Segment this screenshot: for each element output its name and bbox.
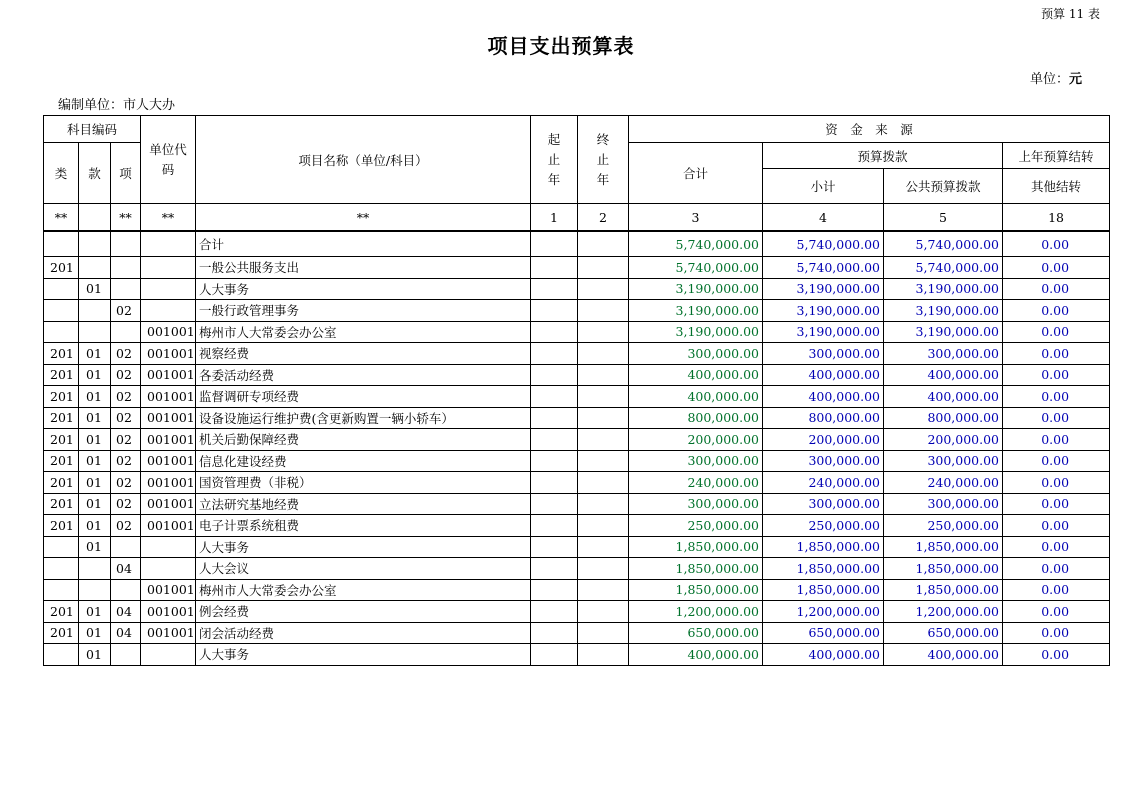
amount-other: 0.00 — [1003, 622, 1110, 644]
start-year — [531, 450, 578, 472]
code-xiang — [111, 232, 141, 257]
amount-subtotal: 5,740,000.00 — [763, 257, 884, 279]
code-lei — [44, 300, 79, 322]
code-unit: 001001 — [141, 429, 196, 451]
amount-other: 0.00 — [1003, 515, 1110, 537]
amount-subtotal: 300,000.00 — [763, 450, 884, 472]
table-row — [44, 493, 1110, 515]
amount-total: 1,850,000.00 — [629, 579, 763, 601]
code-lei — [44, 644, 79, 666]
amount-other: 0.00 — [1003, 429, 1110, 451]
amount-total: 240,000.00 — [629, 472, 763, 494]
end-year — [578, 386, 629, 408]
item-name: 国资管理费（非税） — [196, 472, 531, 494]
header-subject-code: 科目编码 — [44, 116, 141, 143]
table-row — [44, 536, 1110, 558]
amount-other: 0.00 — [1003, 644, 1110, 666]
amount-public: 5,740,000.00 — [884, 232, 1003, 257]
amount-total: 300,000.00 — [629, 450, 763, 472]
item-name: 闭会活动经费 — [196, 622, 531, 644]
number-cell: ** — [44, 204, 79, 231]
amount-total: 3,190,000.00 — [629, 278, 763, 300]
item-name: 视察经费 — [196, 343, 531, 365]
code-unit — [141, 278, 196, 300]
code-unit: 001001 — [141, 450, 196, 472]
start-year — [531, 472, 578, 494]
code-kuan — [79, 579, 111, 601]
start-year — [531, 257, 578, 279]
code-kuan: 01 — [79, 278, 111, 300]
table-row — [44, 579, 1110, 601]
code-lei: 201 — [44, 429, 79, 451]
table-row — [44, 601, 1110, 623]
amount-public: 3,190,000.00 — [884, 300, 1003, 322]
start-year — [531, 429, 578, 451]
code-lei: 201 — [44, 386, 79, 408]
code-xiang: 02 — [111, 386, 141, 408]
code-lei — [44, 579, 79, 601]
header-public-alloc: 公共预算拨款 — [884, 169, 1003, 204]
amount-other: 0.00 — [1003, 257, 1110, 279]
amount-public: 5,740,000.00 — [884, 257, 1003, 279]
code-kuan: 01 — [79, 493, 111, 515]
table-row — [44, 278, 1110, 300]
code-unit — [141, 257, 196, 279]
amount-other: 0.00 — [1003, 232, 1110, 257]
amount-subtotal: 1,200,000.00 — [763, 601, 884, 623]
start-year — [531, 364, 578, 386]
item-name: 监督调研专项经费 — [196, 386, 531, 408]
code-lei: 201 — [44, 343, 79, 365]
start-year — [531, 278, 578, 300]
code-kuan: 01 — [79, 515, 111, 537]
amount-total: 250,000.00 — [629, 515, 763, 537]
end-year — [578, 321, 629, 343]
item-name: 一般行政管理事务 — [196, 300, 531, 322]
amount-total: 300,000.00 — [629, 343, 763, 365]
code-xiang: 04 — [111, 601, 141, 623]
code-kuan: 01 — [79, 536, 111, 558]
end-year — [578, 450, 629, 472]
amount-subtotal: 400,000.00 — [763, 386, 884, 408]
code-lei: 201 — [44, 493, 79, 515]
amount-subtotal: 1,850,000.00 — [763, 579, 884, 601]
amount-public: 400,000.00 — [884, 386, 1003, 408]
code-xiang: 02 — [111, 450, 141, 472]
code-lei: 201 — [44, 622, 79, 644]
code-lei: 201 — [44, 257, 79, 279]
total-row — [44, 232, 1110, 257]
header-fund-source: 资 金 来 源 — [629, 116, 1110, 143]
code-lei: 201 — [44, 472, 79, 494]
code-lei: 201 — [44, 450, 79, 472]
code-unit: 001001 — [141, 515, 196, 537]
amount-subtotal: 200,000.00 — [763, 429, 884, 451]
amount-public: 3,190,000.00 — [884, 321, 1003, 343]
amount-total: 200,000.00 — [629, 429, 763, 451]
end-year — [578, 622, 629, 644]
number-cell: 1 — [531, 204, 578, 231]
code-lei — [44, 321, 79, 343]
code-lei — [44, 558, 79, 580]
number-cell: 2 — [578, 204, 629, 231]
table-row — [44, 386, 1110, 408]
number-cell: 18 — [1003, 204, 1110, 231]
amount-other: 0.00 — [1003, 493, 1110, 515]
amount-other: 0.00 — [1003, 343, 1110, 365]
budget-table — [43, 115, 1110, 666]
amount-subtotal: 5,740,000.00 — [763, 232, 884, 257]
table-row — [44, 321, 1110, 343]
code-xiang — [111, 536, 141, 558]
organization-label: 编制单位：市人大办 — [58, 98, 176, 113]
amount-total: 650,000.00 — [629, 622, 763, 644]
code-xiang: 02 — [111, 364, 141, 386]
code-kuan: 01 — [79, 622, 111, 644]
header-prev-balance: 上年预算结转 — [1003, 143, 1110, 169]
end-year — [578, 493, 629, 515]
start-year — [531, 579, 578, 601]
amount-other: 0.00 — [1003, 450, 1110, 472]
code-xiang: 02 — [111, 515, 141, 537]
start-year — [531, 386, 578, 408]
amount-public: 240,000.00 — [884, 472, 1003, 494]
header-number-row — [44, 204, 1110, 231]
code-unit: 001001 — [141, 601, 196, 623]
start-year — [531, 558, 578, 580]
code-xiang: 02 — [111, 472, 141, 494]
table-number: 预算 11 表 — [1041, 7, 1100, 21]
code-lei: 201 — [44, 515, 79, 537]
end-year — [578, 257, 629, 279]
amount-other: 0.00 — [1003, 364, 1110, 386]
code-unit — [141, 232, 196, 257]
code-kuan — [79, 300, 111, 322]
code-lei — [44, 278, 79, 300]
amount-total: 1,850,000.00 — [629, 558, 763, 580]
header-start-year: 起止年 — [531, 116, 578, 204]
amount-subtotal: 300,000.00 — [763, 493, 884, 515]
header-kuan: 款 — [79, 143, 111, 204]
amount-other: 0.00 — [1003, 407, 1110, 429]
code-unit: 001001 — [141, 407, 196, 429]
table-row — [44, 407, 1110, 429]
header-item-name: 项目名称（单位/科目） — [196, 116, 531, 204]
code-lei — [44, 536, 79, 558]
end-year — [578, 343, 629, 365]
code-kuan: 01 — [79, 429, 111, 451]
end-year — [578, 407, 629, 429]
code-unit — [141, 536, 196, 558]
code-kuan: 01 — [79, 601, 111, 623]
number-cell: 3 — [629, 204, 763, 231]
header-other-carry: 其他结转 — [1003, 169, 1110, 204]
table-row — [44, 450, 1110, 472]
start-year — [531, 407, 578, 429]
code-kuan — [79, 257, 111, 279]
code-unit — [141, 300, 196, 322]
amount-public: 650,000.00 — [884, 622, 1003, 644]
item-name: 人大会议 — [196, 558, 531, 580]
item-name: 电子计票系统租费 — [196, 515, 531, 537]
code-xiang — [111, 257, 141, 279]
amount-public: 300,000.00 — [884, 450, 1003, 472]
amount-public: 200,000.00 — [884, 429, 1003, 451]
end-year — [578, 579, 629, 601]
table-row — [44, 644, 1110, 666]
code-unit: 001001 — [141, 472, 196, 494]
amount-public: 300,000.00 — [884, 493, 1003, 515]
amount-subtotal: 300,000.00 — [763, 343, 884, 365]
item-name: 人大事务 — [196, 644, 531, 666]
header-end-year: 终止年 — [578, 116, 629, 204]
amount-other: 0.00 — [1003, 601, 1110, 623]
end-year — [578, 515, 629, 537]
header-xiang: 项 — [111, 143, 141, 204]
table-row — [44, 343, 1110, 365]
amount-other: 0.00 — [1003, 536, 1110, 558]
end-year — [578, 232, 629, 257]
table-row — [44, 622, 1110, 644]
code-unit: 001001 — [141, 364, 196, 386]
unit-label: 单位： — [1029, 72, 1069, 87]
start-year — [531, 321, 578, 343]
unit-value: 元 — [1068, 72, 1082, 87]
amount-subtotal: 650,000.00 — [763, 622, 884, 644]
header-total: 合计 — [629, 143, 763, 204]
code-kuan — [79, 232, 111, 257]
start-year — [531, 536, 578, 558]
amount-total: 5,740,000.00 — [629, 232, 763, 257]
number-cell: ** — [196, 204, 531, 231]
code-unit: 001001 — [141, 622, 196, 644]
amount-public: 1,200,000.00 — [884, 601, 1003, 623]
table-row — [44, 515, 1110, 537]
amount-subtotal: 800,000.00 — [763, 407, 884, 429]
amount-subtotal: 3,190,000.00 — [763, 300, 884, 322]
amount-total: 400,000.00 — [629, 644, 763, 666]
amount-subtotal: 1,850,000.00 — [763, 536, 884, 558]
amount-total: 3,190,000.00 — [629, 300, 763, 322]
amount-public: 3,190,000.00 — [884, 278, 1003, 300]
code-kuan — [79, 558, 111, 580]
start-year — [531, 493, 578, 515]
amount-other: 0.00 — [1003, 386, 1110, 408]
start-year — [531, 343, 578, 365]
amount-subtotal: 1,850,000.00 — [763, 558, 884, 580]
code-xiang: 02 — [111, 429, 141, 451]
amount-public: 800,000.00 — [884, 407, 1003, 429]
amount-other: 0.00 — [1003, 579, 1110, 601]
end-year — [578, 601, 629, 623]
code-kuan: 01 — [79, 472, 111, 494]
amount-public: 400,000.00 — [884, 644, 1003, 666]
code-kuan: 01 — [79, 364, 111, 386]
code-xiang: 04 — [111, 558, 141, 580]
amount-subtotal: 240,000.00 — [763, 472, 884, 494]
code-unit: 001001 — [141, 321, 196, 343]
table-row — [44, 558, 1110, 580]
code-kuan: 01 — [79, 386, 111, 408]
start-year — [531, 622, 578, 644]
header-subtotal: 小计 — [763, 169, 884, 204]
amount-other: 0.00 — [1003, 300, 1110, 322]
code-xiang: 02 — [111, 493, 141, 515]
code-unit: 001001 — [141, 343, 196, 365]
amount-total: 3,190,000.00 — [629, 321, 763, 343]
item-name: 合计 — [196, 232, 531, 257]
amount-public: 250,000.00 — [884, 515, 1003, 537]
start-year — [531, 601, 578, 623]
number-cell: ** — [141, 204, 196, 231]
item-name: 各委活动经费 — [196, 364, 531, 386]
code-lei: 201 — [44, 407, 79, 429]
end-year — [578, 644, 629, 666]
end-year — [578, 429, 629, 451]
amount-total: 300,000.00 — [629, 493, 763, 515]
amount-total: 1,200,000.00 — [629, 601, 763, 623]
amount-other: 0.00 — [1003, 278, 1110, 300]
code-lei: 201 — [44, 364, 79, 386]
amount-other: 0.00 — [1003, 472, 1110, 494]
code-kuan: 01 — [79, 407, 111, 429]
item-name: 梅州市人大常委会办公室 — [196, 579, 531, 601]
code-xiang: 04 — [111, 622, 141, 644]
table-row — [44, 300, 1110, 322]
amount-public: 400,000.00 — [884, 364, 1003, 386]
number-cell — [79, 204, 111, 231]
table-row — [44, 257, 1110, 279]
code-lei — [44, 232, 79, 257]
code-unit — [141, 558, 196, 580]
item-name: 机关后勤保障经费 — [196, 429, 531, 451]
table-row — [44, 429, 1110, 451]
code-xiang: 02 — [111, 300, 141, 322]
code-xiang — [111, 321, 141, 343]
header-budget-alloc: 预算拨款 — [763, 143, 1003, 169]
amount-subtotal: 250,000.00 — [763, 515, 884, 537]
code-xiang — [111, 644, 141, 666]
start-year — [531, 644, 578, 666]
item-name: 信息化建设经费 — [196, 450, 531, 472]
currency-unit — [1030, 68, 1082, 87]
amount-subtotal: 400,000.00 — [763, 644, 884, 666]
code-unit — [141, 644, 196, 666]
header-lei: 类 — [44, 143, 79, 204]
item-name: 人大事务 — [196, 536, 531, 558]
item-name: 立法研究基地经费 — [196, 493, 531, 515]
end-year — [578, 300, 629, 322]
amount-public: 1,850,000.00 — [884, 536, 1003, 558]
header-unit-code: 单位代码 — [141, 116, 196, 204]
code-unit: 001001 — [141, 579, 196, 601]
code-xiang: 02 — [111, 343, 141, 365]
number-cell: 5 — [884, 204, 1003, 231]
end-year — [578, 278, 629, 300]
amount-public: 300,000.00 — [884, 343, 1003, 365]
page-title: 项目支出预算表 — [487, 34, 635, 58]
start-year — [531, 515, 578, 537]
amount-subtotal: 3,190,000.00 — [763, 321, 884, 343]
code-kuan: 01 — [79, 450, 111, 472]
amount-total: 5,740,000.00 — [629, 257, 763, 279]
amount-public: 1,850,000.00 — [884, 558, 1003, 580]
start-year — [531, 232, 578, 257]
table-row — [44, 472, 1110, 494]
table-row — [44, 364, 1110, 386]
code-xiang — [111, 278, 141, 300]
end-year — [578, 558, 629, 580]
amount-total: 800,000.00 — [629, 407, 763, 429]
item-name: 一般公共服务支出 — [196, 257, 531, 279]
item-name: 梅州市人大常委会办公室 — [196, 321, 531, 343]
end-year — [578, 536, 629, 558]
amount-total: 400,000.00 — [629, 386, 763, 408]
code-xiang — [111, 579, 141, 601]
number-cell: ** — [111, 204, 141, 231]
code-kuan: 01 — [79, 343, 111, 365]
code-kuan — [79, 321, 111, 343]
code-lei: 201 — [44, 601, 79, 623]
code-xiang: 02 — [111, 407, 141, 429]
code-unit: 001001 — [141, 493, 196, 515]
start-year — [531, 300, 578, 322]
amount-subtotal: 3,190,000.00 — [763, 278, 884, 300]
number-cell: 4 — [763, 204, 884, 231]
amount-other: 0.00 — [1003, 321, 1110, 343]
amount-subtotal: 400,000.00 — [763, 364, 884, 386]
amount-public: 1,850,000.00 — [884, 579, 1003, 601]
amount-other: 0.00 — [1003, 558, 1110, 580]
item-name: 人大事务 — [196, 278, 531, 300]
code-unit: 001001 — [141, 386, 196, 408]
item-name: 设备设施运行维护费(含更新购置一辆小轿车） — [196, 407, 531, 429]
amount-total: 1,850,000.00 — [629, 536, 763, 558]
header-row-1 — [44, 116, 1110, 143]
code-kuan: 01 — [79, 644, 111, 666]
amount-total: 400,000.00 — [629, 364, 763, 386]
end-year — [578, 364, 629, 386]
item-name: 例会经费 — [196, 601, 531, 623]
end-year — [578, 472, 629, 494]
